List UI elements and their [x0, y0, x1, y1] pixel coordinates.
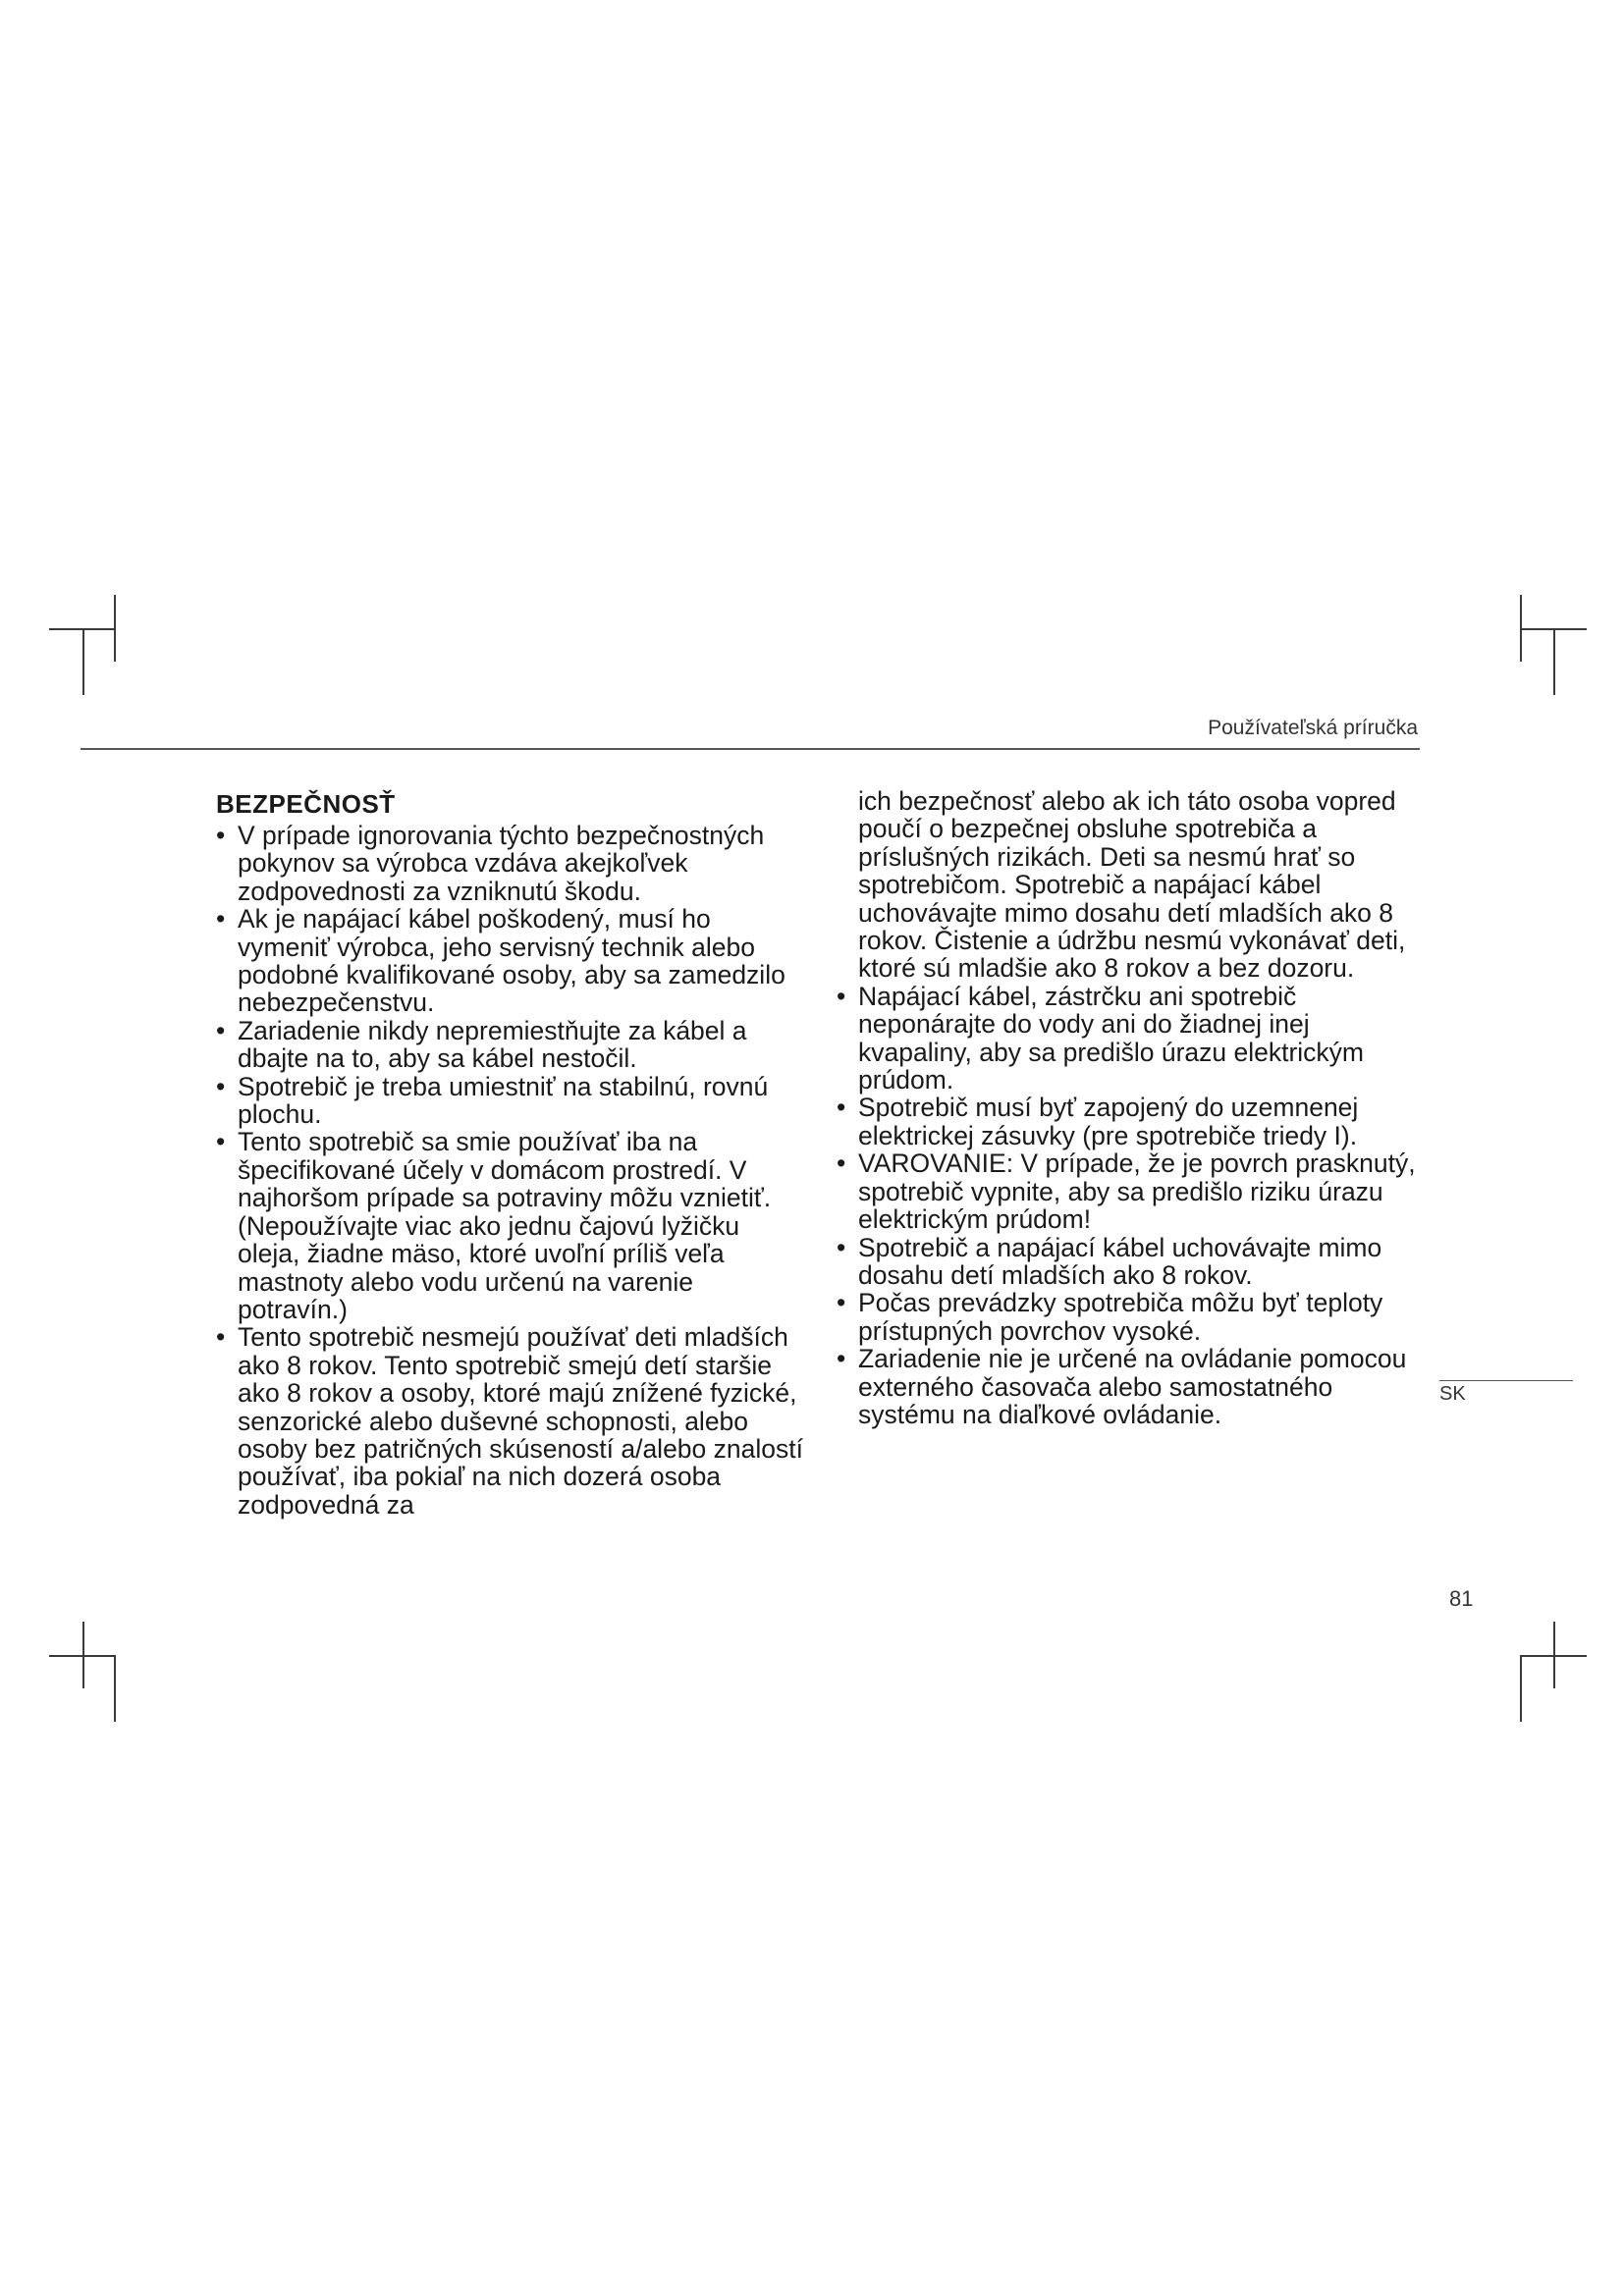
section-title: BEZPEČNOSŤ — [216, 789, 396, 819]
list-item: • Napájací kábel, zástrčku ani spotrebič neponárajte do vody ani do žiadnej inej kvapaliny, aby sa predišlo úrazu elektrickým prúdom. — [837, 983, 1426, 1095]
crop-mark — [1520, 1655, 1587, 1657]
list-item: • Tento spotrebič nesmejú používať deti mladších ako 8 rokov. Tento spotrebič smejú detí staršie ako 8 rokov a osoby, ktoré majú znížené fyzické, senzorické alebo duševné schopnosti, alebo osoby bez patričných skúseností a/alebo znalostí používať, iba pokiaľ na nich dozerá osoba zodpovedná za — [216, 1323, 805, 1519]
list-item: • Spotrebič musí byť zapojený do uzemnenej elektrickej zásuvky (pre spotrebiče triedy I). — [837, 1094, 1426, 1149]
continued-paragraph: ich bezpečnosť alebo ak ich táto osoba vopred poučí o bezpečnej obsluhe spotrebiča a príslušných rizikách. Deti sa nesmú hrať so spotrebičom. Spotrebič a napájací kábel uchovávajte mimo dosahu detí mladších ako 8 rokov. Čistenie a údržbu nesmú vykonávať deti, ktoré sú mladšie ako 8 rokov a bez dozoru. — [858, 786, 1406, 984]
language-tab-rule — [1439, 1380, 1573, 1381]
crop-mark — [1553, 628, 1555, 695]
list-item: • Počas prevádzky spotrebiča môžu byť teploty prístupných povrchov vysoké. — [837, 1289, 1426, 1345]
language-tag: SK — [1439, 1383, 1466, 1405]
left-column — [216, 787, 805, 1519]
list-item: • Spotrebič je treba umiestniť na stabilnú, rovnú plochu. — [216, 1073, 805, 1129]
list-item: • Zariadenie nie je určené na ovládanie pomocou externého časovača alebo samostatného systému na diaľkové ovládanie. — [837, 1345, 1426, 1428]
list-item: • Zariadenie nikdy nepremiestňujte za kábel a dbajte na to, aby sa kábel nestočil. — [216, 1017, 805, 1073]
running-header-title: Používateľská príručka — [1208, 717, 1418, 739]
list-item: • Spotrebič a napájací kábel uchovávajte mimo dosahu detí mladších ako 8 rokov. — [837, 1234, 1426, 1290]
safety-list-left — [216, 822, 805, 1519]
crop-mark — [82, 628, 84, 695]
right-column — [837, 787, 1426, 1428]
crop-mark — [114, 1655, 116, 1722]
list-item: • Tento spotrebič sa smie používať iba na špecifikované účely v domácom prostredí. V najhoršom prípade sa potraviny môžu vznietiť. (Nepoužívajte viac ako jednu čajovú lyžičku oleja, žiadne mäso, ktoré uvoľní príliš veľa mastnoty alebo vodu určenú na varenie potravín.) — [216, 1128, 805, 1323]
list-item: • V prípade ignorovania týchto bezpečnostných pokynov sa výrobca vzdáva akejkoľvek zodpovednosti za vzniknutú škodu. — [216, 822, 805, 905]
list-item: • Ak je napájací kábel poškodený, musí ho vymeniť výrobca, jeho servisný technik alebo podobné kvalifikované osoby, aby sa zamedzilo nebezpečenstvu. — [216, 905, 805, 1017]
crop-mark — [1520, 1655, 1522, 1722]
list-item: • VAROVANIE: V prípade, že je povrch prasknutý, spotrebič vypnite, aby sa predišlo riziku úrazu elektrickým prúdom! — [837, 1149, 1426, 1233]
page-number: 81 — [1449, 1586, 1474, 1611]
crop-mark — [49, 1655, 116, 1657]
safety-list-right — [837, 983, 1426, 1429]
header-divider — [81, 748, 1420, 750]
